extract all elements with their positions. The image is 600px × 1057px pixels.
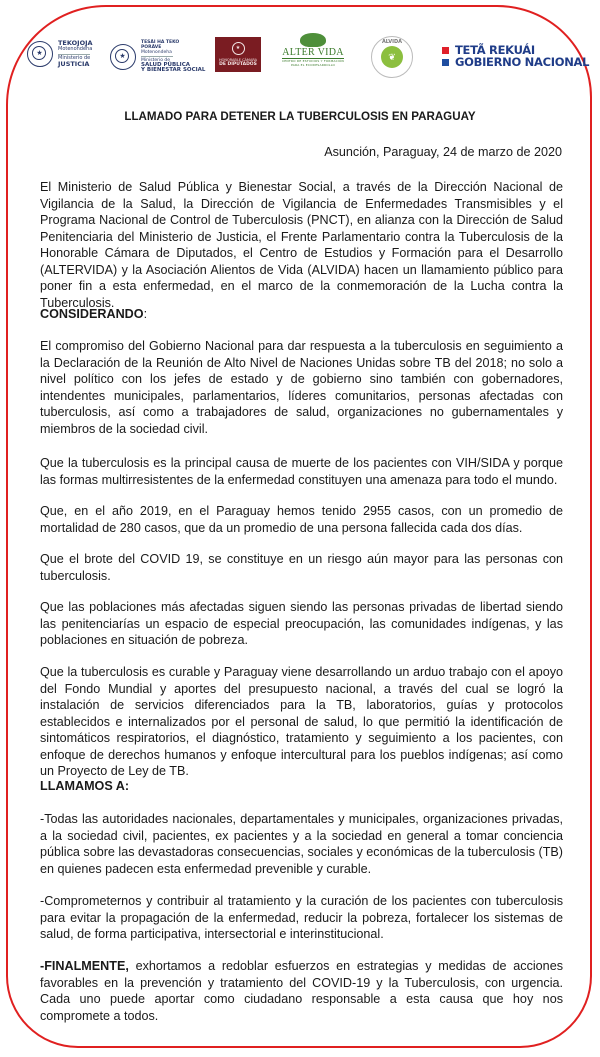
llamamos-heading bbox=[40, 778, 563, 795]
lungs-icon: ❦ bbox=[381, 46, 403, 68]
red-square-icon bbox=[442, 47, 449, 54]
divider bbox=[141, 56, 173, 57]
logo-text: Ministerio de bbox=[58, 54, 91, 61]
national-seal-icon: ★ bbox=[232, 42, 245, 55]
tree-icon bbox=[300, 33, 326, 47]
considerando-item-1 bbox=[40, 338, 563, 437]
logo-text: Motenondeha bbox=[58, 46, 93, 52]
logo-altervida bbox=[278, 33, 348, 67]
considerando-item-5 bbox=[40, 599, 563, 649]
logo-text: ALTER VIDA bbox=[282, 47, 344, 58]
section-heading: CONSIDERANDO bbox=[40, 307, 144, 321]
paragraph-text: Que la tuberculosis es curable y Paraguay viene desarrollando un arduo trabajo con el apoyo del Fondo Mundial y aportes del presupuesto nacional, a través del cual se logró la instalación de servicios diferenciados para la TB, laboratorios, guías y protocolos establecidos e internalizados por el personal de salud, lo que permitió la identificación de sintomáticos respiratorios, el diagnóstico, tratamiento y seguimiento a los pacientes, con enfoque de derechos humanos y enfoque intercultural para los pueblos indígenas; así como un Proyecto de Ley de TB. bbox=[40, 665, 563, 778]
paragraph-text: Que la tuberculosis es la principal causa de muerte de los pacientes con VIH/SIDA y porque las formas multirresistentes de la enfermedad constituyen una amenaza para todo el mundo. bbox=[40, 456, 563, 487]
paragraph-text: Que el brote del COVID 19, se constituye en un riesgo aún mayor para las personas con tuberculosis. bbox=[40, 552, 563, 583]
blue-square-icon bbox=[442, 59, 449, 66]
paragraph-text: -Todas las autoridades nacionales, departamentales y municipales, organizaciones privadas, a la sociedad civil, pacientes, ex pacientes y a la sociedad en general a tomar conciencia pública sobre las devastadoras consecuencias, sociales y económicas de la tuberculosis (TB) en quienes padecen esta enfermedad prevenible y curable. bbox=[40, 812, 563, 876]
considerando-item-2 bbox=[40, 455, 563, 488]
document-date: Asunción, Paraguay, 24 de marzo de 2020 bbox=[324, 145, 562, 159]
logo-ministerio-salud bbox=[110, 40, 205, 73]
paragraph-text: Que las poblaciones más afectadas siguen siendo las personas privadas de libertad siendo las penitenciarías un espacio de especial preocupación, las comunidades indígenas, y las poblaciones en situación de pobreza. bbox=[40, 600, 563, 647]
logo-alvida bbox=[371, 36, 413, 78]
document-title: LLAMADO PARA DETENER LA TUBERCULOSIS EN PARAGUAY bbox=[124, 110, 476, 123]
logo-text: JUSTICIA bbox=[58, 60, 90, 68]
logo-text: Ministerio de bbox=[141, 58, 171, 63]
logo-text: SALUD PÚBLICA bbox=[141, 62, 191, 68]
considerando-item-4 bbox=[40, 551, 563, 584]
logo-text: DE DIPUTADOS bbox=[219, 61, 257, 67]
logo-text: GOBIERNO NACIONAL bbox=[455, 55, 590, 69]
llamamos-item-2 bbox=[40, 893, 563, 943]
logo-text: Motenondeha bbox=[141, 50, 172, 55]
logo-text: TETÃ REKUÁI bbox=[455, 43, 535, 57]
considerando-item-6 bbox=[40, 664, 563, 780]
llamamos-item-1 bbox=[40, 811, 563, 877]
final-bold-lead: -FINALMENTE, bbox=[40, 959, 129, 973]
final-paragraph bbox=[40, 958, 563, 1024]
logo-text: CENTRO DE ESTUDIOS Y FORMACIÓN bbox=[282, 59, 344, 63]
logo-text: Y BIENESTAR SOCIAL bbox=[141, 67, 206, 73]
logo-gobierno-nacional bbox=[442, 44, 589, 68]
logo-text: HONORABLE CÁMARA bbox=[218, 58, 258, 62]
paragraph-text: Que, en el año 2019, en el Paraguay hemos tenido 2955 casos, con un promedio de mortalidad de 280 casos, que da un promedio de una persona fallecida cada dos días. bbox=[40, 504, 563, 535]
logo-header bbox=[0, 36, 600, 82]
logo-ministerio-justicia bbox=[27, 40, 93, 68]
paragraph-text: El compromiso del Gobierno Nacional para dar respuesta a la tuberculosis en seguimiento a la Declaración de la Reunión de Alto Nivel de Naciones Unidas sobre TB del 2018; no solo a nivel político con los jefes de estado y de gobierno sino también con gobernadores, intendentes municipales, parlamentarios, líderes comunitarios, personas afectadas con tuberculosis, así como a trabajadores de salud, organizaciones no gubernamentales y miembros de la sociedad civil. bbox=[40, 339, 563, 436]
logo-text: ALVIDA bbox=[381, 39, 403, 45]
national-seal-icon bbox=[110, 44, 136, 70]
logo-camara-diputados bbox=[215, 37, 261, 72]
paragraph-text: -Comprometernos y contribuir al tratamiento y la curación de los pacientes con tuberculosis para evitar la propagación de la enfermedad, reducir la pobreza, fortalecer los sistemas de salud, de forma participativa, intersectorial e interinstitucional. bbox=[40, 894, 563, 941]
paragraph-text: El Ministerio de Salud Pública y Bienestar Social, a través de la Dirección Nacional de Vigilancia de la Salud, la Dirección de Vigilancia de Enfermedades Transmisibles y el Programa Nacional de Control de Tuberculosis (PNCT), en alianza con la Dirección de Salud Penitenciaria del Ministerio de Justicia, el Frente Parlamentario contra la Tuberculosis de la Honorable Cámara de Diputados, el Centro de Estudios y Formación para el Desarrollo (ALTERVIDA) y la Asociación Alientos de Vida (ALVIDA) hacen un llamamiento público para poner fin a esta enfermedad, en el marco de la conmemoración de la Lucha contra la Tuberculosis. bbox=[40, 180, 563, 310]
logo-text: TEKOJOJA bbox=[58, 39, 93, 47]
intro-paragraph bbox=[40, 179, 563, 311]
considerando-item-3 bbox=[40, 503, 563, 536]
national-seal-icon bbox=[27, 41, 53, 67]
considerando-heading bbox=[40, 306, 563, 323]
logo-text: PORÃVE bbox=[141, 45, 162, 50]
paragraph-text: exhortamos a redoblar esfuerzos en estrategias y medidas de acciones favorables en la prevención y tratamiento del COVID-19 y la Tuberculosis, con urgencia. Cada uno puede aportar como ciudadano responsable a esta causa que hoy nos compromete a todos. bbox=[40, 959, 563, 1023]
section-heading: LLAMAMOS A: bbox=[40, 779, 130, 793]
logo-text: PARA EL ECODESARROLLO bbox=[290, 63, 336, 67]
logo-text: TESÃI HA TEKO bbox=[141, 40, 180, 45]
heading-colon: : bbox=[143, 307, 148, 321]
